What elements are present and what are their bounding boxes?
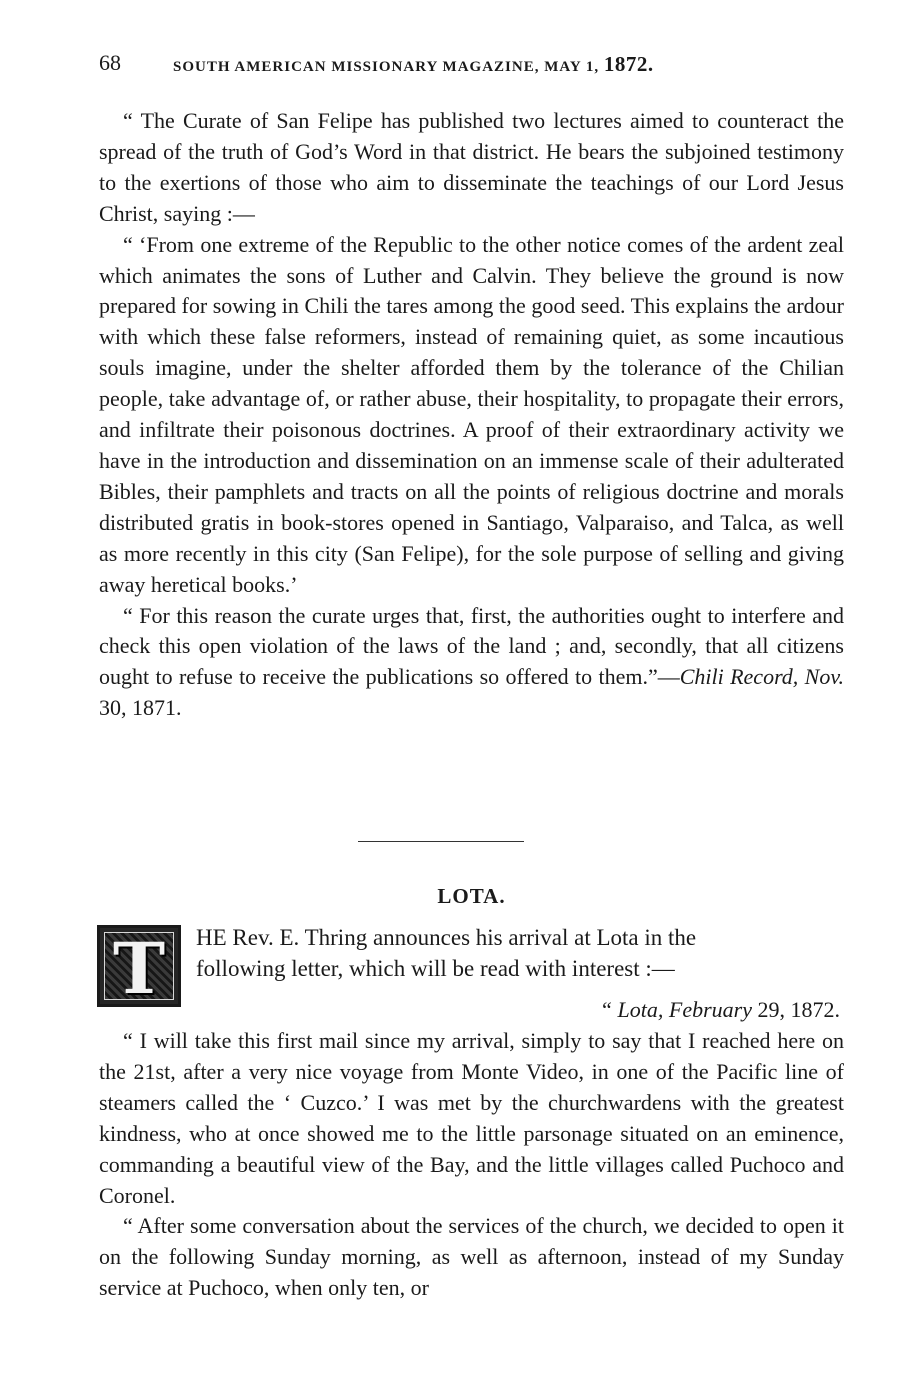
page-number: 68 xyxy=(99,50,121,75)
magazine-title-text: SOUTH AMERICAN MISSIONARY MAGAZINE, MAY 1, xyxy=(173,59,600,75)
dateline-date: 29, 1872. xyxy=(752,997,840,1022)
source-date: 30, 1871. xyxy=(99,695,182,721)
drop-cap-letter: T xyxy=(112,932,166,1000)
intro-line: following letter, which will be read with interest :— xyxy=(196,956,675,981)
intro-line: HE Rev. E. Thring announces his arrival at Lota in the xyxy=(196,925,697,950)
letter-paragraph: “ After some conversation about the services of the church, we decided to open it on the following Sunday morning, as well as afternoon, instead of my Sunday service at Puchoco, when only ten, or xyxy=(99,1213,844,1301)
article-paragraph: “ The Curate of San Felipe has published two lectures aimed to counteract the spread of the truth of God’s Word in that district. He bears the subjoined testimony to the exertions of those who aim to disseminate the teachings of our Lord Jesus Christ, saying :— xyxy=(99,108,844,226)
letter-dateline xyxy=(99,994,840,1025)
letter-body xyxy=(99,1026,844,1304)
article-paragraph-last xyxy=(99,601,844,725)
section-divider xyxy=(358,841,524,842)
curate-article xyxy=(99,106,844,724)
source-citation: Chili Record, Nov. xyxy=(679,664,844,690)
drop-cap-ornament xyxy=(104,932,174,1000)
letter-paragraph: “ I will take this first mail since my arrival, simply to say that I reached here on the 21st, after a very nice voyage from Monte Video, in one of the Pacific line of steamers called the ‘ Cuzco.’ I was met by the churchwardens with the greatest kindness, who at once showed me to the little parsonage situated on an eminence, commanding a beautiful view of the Bay, and the little villages called Puchoco and Coronel. xyxy=(99,1028,844,1208)
section-heading: LOTA. xyxy=(437,884,506,908)
magazine-title xyxy=(173,52,654,77)
magazine-year: 1872. xyxy=(603,52,654,76)
paragraph-text: “ For this reason the curate urges that, first, the authorities ought to interfere and check this open violation of the laws of the land ; and, secondly, that all citizens ought to refuse to receive the publications so offered to them.”— xyxy=(99,602,844,690)
running-head xyxy=(99,50,844,80)
dateline-place: “ Lota, February xyxy=(599,997,752,1022)
article-paragraph: “ ‘From one extreme of the Republic to the other notice comes of the ardent zeal which animates the sons of Luther and Calvin. They believe the ground is now prepared for sowing in Chili the tares among the good seed. This explains the ardour with which these false reformers, instead of remaining quiet, as some incautious souls imagine, under the shelter afforded them by the tolerance of the Chilian people, take advantage of, or rather abuse, their hospitality, to propagate their errors, and infiltrate their poisonous doctrines. A proof of their extraordinary activity we have in the introduction and dissemination on an immense scale of their adulterated Bibles, their pamphlets and tracts on all the points of religious doctrine and morals distributed gratis in book-stores opened in Santiago, Valparaiso, and Talca, as well as more recently in this city (San Felipe), for the sole purpose of selling and giving away heretical books.’ xyxy=(99,231,844,597)
